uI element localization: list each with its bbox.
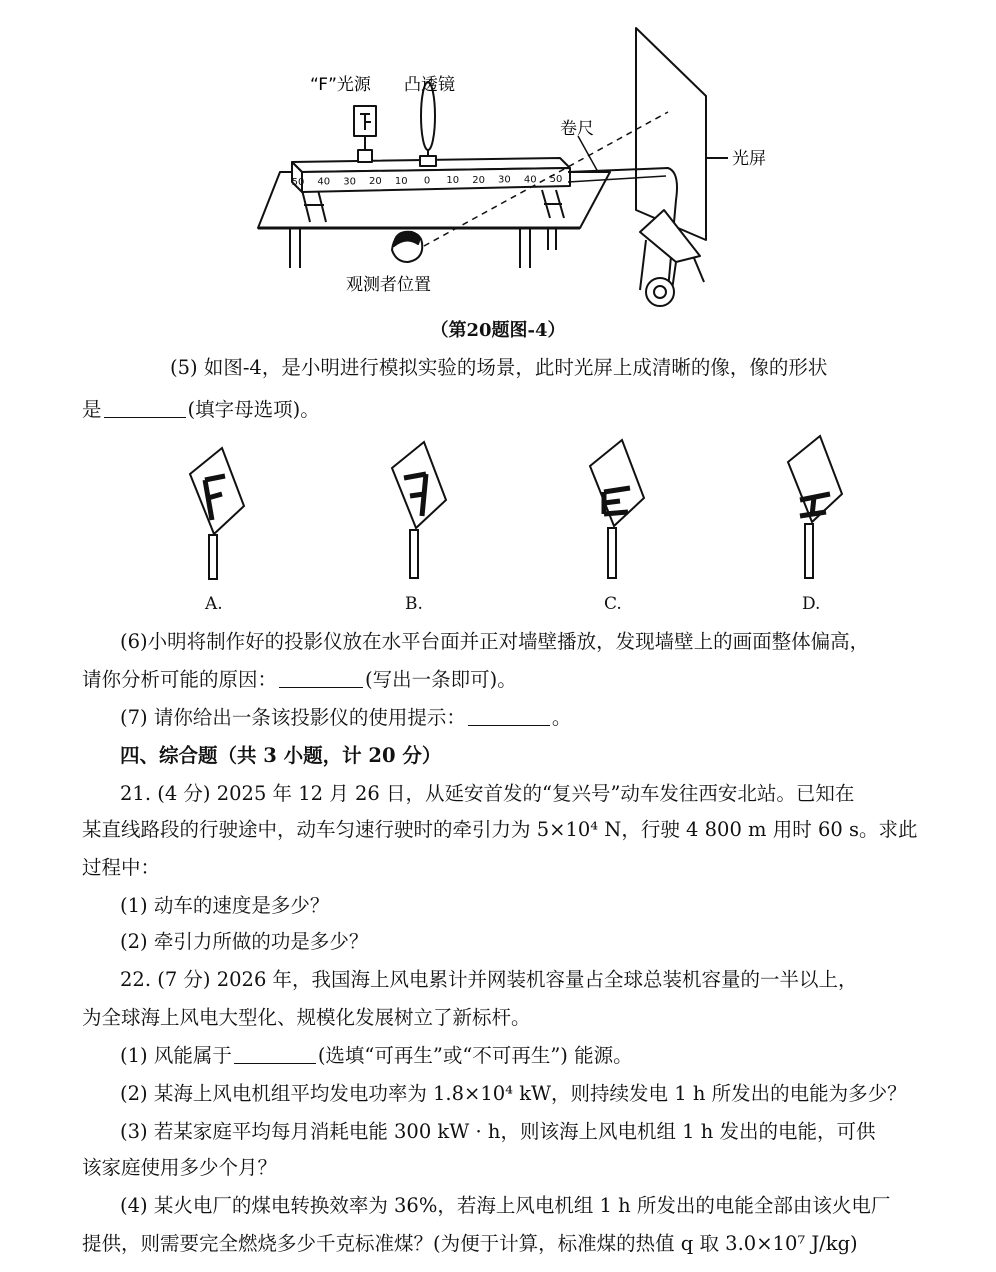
option-d-sign bbox=[788, 436, 842, 578]
q22-sub3-line2: 该家庭使用多少个月？ bbox=[82, 1156, 278, 1179]
ruler-tick-label: 10 bbox=[446, 175, 460, 187]
option-a-label: A. bbox=[205, 594, 223, 614]
section-four-heading: 四、综合题（共 3 小题，计 20 分） bbox=[120, 744, 442, 767]
q22-sub2: (2) 某海上风电机组平均发电功率为 1.8×10⁴ kW，则持续发电 1 h 所发出的电能为多少？ bbox=[120, 1082, 907, 1105]
ruler-tick-label: 20 bbox=[472, 174, 485, 186]
ruler-tick-label: 50 bbox=[291, 177, 305, 188]
option-c-sign bbox=[590, 440, 644, 578]
option-b-label: B. bbox=[405, 594, 423, 614]
options-figure bbox=[0, 430, 996, 590]
q6-line2: 请你分析可能的原因： (写出一条即可)。 bbox=[82, 668, 517, 691]
q5-line1: (5) 如图-4，是小明进行模拟实验的场景，此时光屏上成清晰的像，像的形状 bbox=[170, 356, 828, 379]
q22-sub3-line1: (3) 若某家庭平均每月消耗电能 300 kW · h，则该海上风电机组 1 h 发出的电能，可供 bbox=[120, 1120, 876, 1143]
q6-answer-blank[interactable] bbox=[279, 669, 363, 688]
q7-answer-blank[interactable] bbox=[468, 707, 550, 726]
q5-answer-blank[interactable] bbox=[104, 399, 186, 418]
q5-line2: 是 (填字母选项)。 bbox=[82, 398, 320, 421]
q21-sub1: (1) 动车的速度是多少？ bbox=[120, 894, 330, 917]
option-c-label: C. bbox=[604, 594, 622, 614]
q22-sub4-line2: 提供，则需要完全燃烧多少千克标准煤？(为便于计算，标准煤的热值 q 取 3.0×10⁷ J/kg) bbox=[82, 1232, 858, 1255]
screen-label: 光屏 bbox=[732, 149, 766, 169]
option-d-label: D. bbox=[802, 594, 821, 614]
experiment-figure bbox=[0, 0, 996, 312]
ruler-tick-label: 20 bbox=[369, 176, 382, 188]
q22-line2: 为全球海上风电大型化、规模化发展树立了新标杆。 bbox=[82, 1006, 531, 1029]
figure-caption: （第20题图-4） bbox=[430, 320, 566, 341]
ruler-tick-label: 50 bbox=[549, 174, 563, 185]
ruler-tick-label: 30 bbox=[343, 176, 356, 188]
q22-sub1-answer-blank[interactable] bbox=[234, 1045, 316, 1064]
ruler-tick-label: 0 bbox=[423, 175, 431, 187]
lens-label: 凸透镜 bbox=[404, 75, 455, 95]
q22-sub1: (1) 风能属于 (选填“可再生”或“不可再生”) 能源。 bbox=[120, 1044, 633, 1067]
ruler-tick-label: 30 bbox=[498, 174, 511, 186]
ruler-tick-label: 40 bbox=[317, 176, 331, 188]
option-a-sign bbox=[190, 448, 244, 579]
light-screen bbox=[636, 28, 706, 240]
q22-line1: 22. (7 分) 2026 年，我国海上风电累计并网装机容量占全球总装机容量的一半以上， bbox=[120, 968, 858, 991]
q7-line: (7) 请你给出一条该投影仪的使用提示： 。 bbox=[120, 706, 572, 729]
tape-reel bbox=[646, 278, 674, 306]
q21-line1: 21. (4 分) 2025 年 12 月 26 日，从延安首发的“复兴号”动车发往西安北站。已知在 bbox=[120, 782, 855, 805]
q6-line1: (6)小明将制作好的投影仪放在水平台面并正对墙壁播放，发现墙壁上的画面整体偏高， bbox=[120, 630, 870, 653]
option-b-sign bbox=[392, 442, 446, 578]
observer-label: 观测者位置 bbox=[346, 275, 431, 295]
light-source-label: “F”光源 bbox=[310, 75, 371, 95]
tape-label: 卷尺 bbox=[560, 119, 594, 139]
q21-line3: 过程中： bbox=[82, 856, 161, 879]
q22-sub4-line1: (4) 某火电厂的煤电转换效率为 36%，若海上风电机组 1 h 所发出的电能全部由该火电厂 bbox=[120, 1194, 891, 1217]
ruler-tick-label: 40 bbox=[523, 174, 537, 186]
q21-sub2: (2) 牵引力所做的功是多少？ bbox=[120, 930, 369, 953]
q21-line2: 某直线路段的行驶途中，动车匀速行驶时的牵引力为 5×10⁴ N，行驶 4 800 m 用时 60 s。求此 bbox=[82, 818, 918, 841]
ruler-tick-label: 10 bbox=[394, 175, 408, 187]
